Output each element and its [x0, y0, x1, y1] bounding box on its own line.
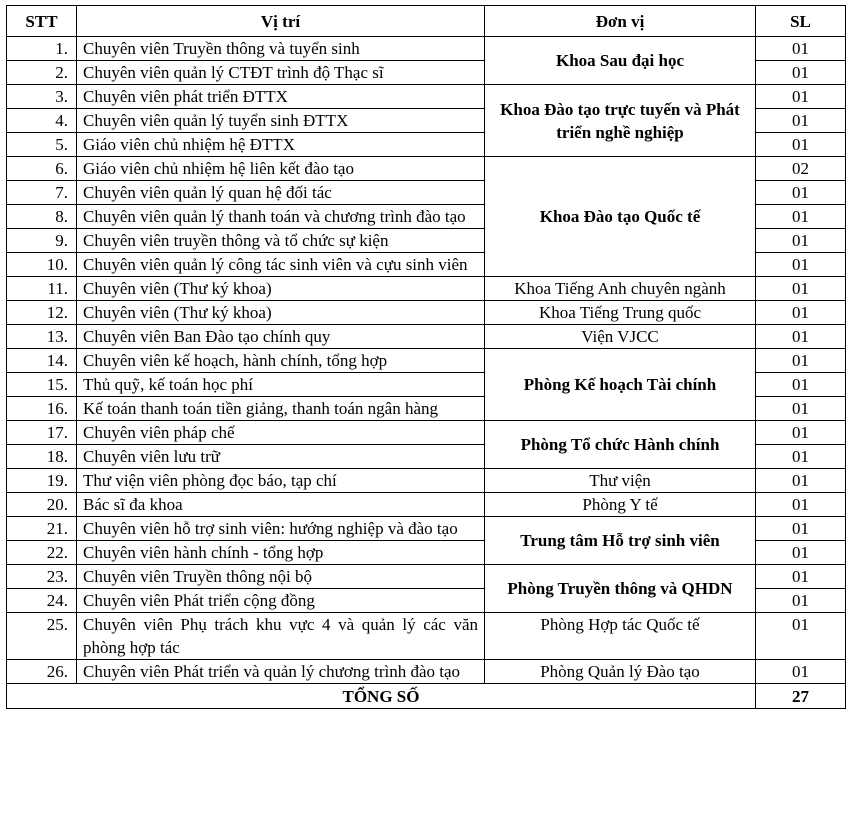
- unit-cell: Khoa Đào tạo trực tuyến và Phát triển nghề nghiệp: [485, 85, 756, 157]
- row-sl: 02: [756, 157, 846, 181]
- row-sl: 01: [756, 397, 846, 421]
- row-sl: 01: [756, 493, 846, 517]
- table-row: [7, 277, 846, 301]
- row-sl: 01: [756, 349, 846, 373]
- row-position: Kế toán thanh toán tiền giảng, thanh toán ngân hàng: [77, 397, 485, 421]
- row-position: Chuyên viên lưu trữ: [77, 445, 485, 469]
- row-stt: 8.: [7, 205, 77, 229]
- row-sl: 01: [756, 37, 846, 61]
- row-stt: 21.: [7, 517, 77, 541]
- table-row: [7, 493, 846, 517]
- row-stt: 12.: [7, 301, 77, 325]
- row-position: Chuyên viên Ban Đào tạo chính quy: [77, 325, 485, 349]
- unit-cell: Phòng Quản lý Đào tạo: [485, 660, 756, 684]
- row-stt: 13.: [7, 325, 77, 349]
- row-sl: 01: [756, 85, 846, 109]
- row-position: Chuyên viên hỗ trợ sinh viên: hướng nghiệp và đào tạo: [77, 517, 485, 541]
- row-stt: 20.: [7, 493, 77, 517]
- row-sl: 01: [756, 229, 846, 253]
- table-row: [7, 517, 846, 541]
- row-position: Chuyên viên Phụ trách khu vực 4 và quản lý các văn phòng hợp tác: [77, 613, 485, 660]
- row-sl: 01: [756, 660, 846, 684]
- header-stt: STT: [7, 6, 77, 37]
- row-position: Thư viện viên phòng đọc báo, tạp chí: [77, 469, 485, 493]
- unit-cell: Khoa Sau đại học: [485, 37, 756, 85]
- row-stt: 10.: [7, 253, 77, 277]
- row-position: Chuyên viên phát triển ĐTTX: [77, 85, 485, 109]
- row-position: Bác sĩ đa khoa: [77, 493, 485, 517]
- table-row: [7, 660, 846, 684]
- row-stt: 1.: [7, 37, 77, 61]
- unit-cell: Khoa Tiếng Trung quốc: [485, 301, 756, 325]
- unit-cell: Phòng Tổ chức Hành chính: [485, 421, 756, 469]
- row-position: Chuyên viên kế hoạch, hành chính, tổng hợp: [77, 349, 485, 373]
- unit-cell: Phòng Kế hoạch Tài chính: [485, 349, 756, 421]
- row-position: Giáo viên chủ nhiệm hệ liên kết đào tạo: [77, 157, 485, 181]
- row-position: Giáo viên chủ nhiệm hệ ĐTTX: [77, 133, 485, 157]
- table-row: [7, 421, 846, 445]
- row-position: Thủ quỹ, kế toán học phí: [77, 373, 485, 397]
- row-sl: 01: [756, 301, 846, 325]
- row-sl: 01: [756, 277, 846, 301]
- total-label: TỔNG SỐ: [7, 684, 756, 709]
- table-row: [7, 325, 846, 349]
- unit-cell: Trung tâm Hỗ trợ sinh viên: [485, 517, 756, 565]
- row-stt: 23.: [7, 565, 77, 589]
- table-row: [7, 613, 846, 660]
- unit-cell: Phòng Hợp tác Quốc tế: [485, 613, 756, 660]
- table-row: [7, 349, 846, 373]
- row-position: Chuyên viên (Thư ký khoa): [77, 277, 485, 301]
- row-stt: 7.: [7, 181, 77, 205]
- table-row: [7, 85, 846, 109]
- row-stt: 18.: [7, 445, 77, 469]
- row-sl: 01: [756, 565, 846, 589]
- row-sl: 01: [756, 517, 846, 541]
- total-value: 27: [756, 684, 846, 709]
- row-sl: 01: [756, 61, 846, 85]
- row-position: Chuyên viên hành chính - tổng hợp: [77, 541, 485, 565]
- row-stt: 3.: [7, 85, 77, 109]
- row-stt: 6.: [7, 157, 77, 181]
- table-header-row: [7, 6, 846, 37]
- row-stt: 16.: [7, 397, 77, 421]
- row-sl: 01: [756, 421, 846, 445]
- row-position: Chuyên viên Truyền thông nội bộ: [77, 565, 485, 589]
- row-position: Chuyên viên quản lý tuyển sinh ĐTTX: [77, 109, 485, 133]
- row-position: Chuyên viên (Thư ký khoa): [77, 301, 485, 325]
- row-stt: 26.: [7, 660, 77, 684]
- table-row: [7, 301, 846, 325]
- unit-cell: Phòng Truyền thông và QHDN: [485, 565, 756, 613]
- row-sl: 01: [756, 181, 846, 205]
- row-stt: 4.: [7, 109, 77, 133]
- row-sl: 01: [756, 205, 846, 229]
- row-position: Chuyên viên truyền thông và tổ chức sự kiện: [77, 229, 485, 253]
- row-sl: 01: [756, 541, 846, 565]
- row-stt: 11.: [7, 277, 77, 301]
- row-sl: 01: [756, 109, 846, 133]
- row-sl: 01: [756, 325, 846, 349]
- row-sl: 01: [756, 373, 846, 397]
- header-sl: SL: [756, 6, 846, 37]
- unit-cell: Khoa Đào tạo Quốc tế: [485, 157, 756, 277]
- row-position: Chuyên viên pháp chế: [77, 421, 485, 445]
- row-stt: 14.: [7, 349, 77, 373]
- header-unit: Đơn vị: [485, 6, 756, 37]
- unit-cell: Viện VJCC: [485, 325, 756, 349]
- row-stt: 22.: [7, 541, 77, 565]
- row-sl: 01: [756, 469, 846, 493]
- positions-table: [6, 5, 846, 709]
- row-position: Chuyên viên quản lý thanh toán và chương trình đào tạo: [77, 205, 485, 229]
- unit-cell: Phòng Y tế: [485, 493, 756, 517]
- row-stt: 24.: [7, 589, 77, 613]
- row-sl: 01: [756, 613, 846, 660]
- row-stt: 9.: [7, 229, 77, 253]
- table-row: [7, 565, 846, 589]
- unit-cell: Thư viện: [485, 469, 756, 493]
- row-position: Chuyên viên Phát triển cộng đồng: [77, 589, 485, 613]
- row-sl: 01: [756, 589, 846, 613]
- row-stt: 15.: [7, 373, 77, 397]
- row-stt: 25.: [7, 613, 77, 660]
- row-position: Chuyên viên quản lý công tác sinh viên và cựu sinh viên: [77, 253, 485, 277]
- row-position: Chuyên viên quản lý CTĐT trình độ Thạc sĩ: [77, 61, 485, 85]
- total-row: [7, 684, 846, 709]
- row-stt: 5.: [7, 133, 77, 157]
- header-position: Vị trí: [77, 6, 485, 37]
- row-position: Chuyên viên quản lý quan hệ đối tác: [77, 181, 485, 205]
- row-sl: 01: [756, 253, 846, 277]
- row-position: Chuyên viên Truyền thông và tuyển sinh: [77, 37, 485, 61]
- row-position: Chuyên viên Phát triển và quản lý chương trình đào tạo: [77, 660, 485, 684]
- row-stt: 17.: [7, 421, 77, 445]
- row-sl: 01: [756, 445, 846, 469]
- table-row: [7, 37, 846, 61]
- table-row: [7, 469, 846, 493]
- table-row: [7, 157, 846, 181]
- unit-cell: Khoa Tiếng Anh chuyên ngành: [485, 277, 756, 301]
- row-sl: 01: [756, 133, 846, 157]
- row-stt: 2.: [7, 61, 77, 85]
- row-stt: 19.: [7, 469, 77, 493]
